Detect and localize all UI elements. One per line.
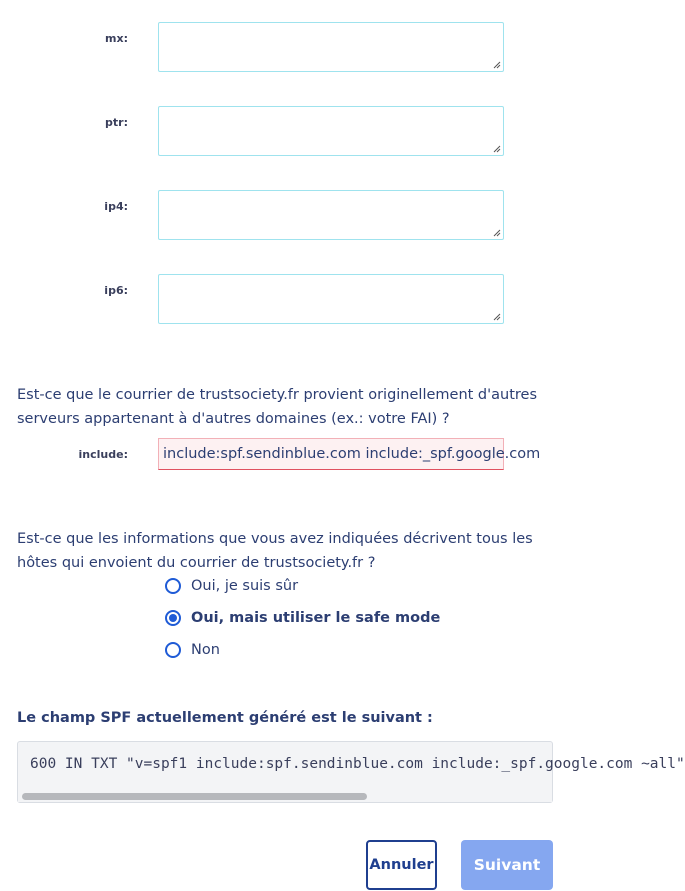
radio-option-safe-mode[interactable] xyxy=(165,607,440,629)
horizontal-scrollbar[interactable] xyxy=(18,790,552,802)
resize-grip-icon[interactable] xyxy=(493,313,501,321)
radio-label: Oui, mais utiliser le safe mode xyxy=(191,610,441,626)
radio-option-no[interactable] xyxy=(165,639,220,661)
ptr-textarea[interactable] xyxy=(158,106,504,156)
radio-label: Non xyxy=(191,642,220,658)
spf-section-title: Le champ SPF actuellement généré est le suivant : xyxy=(17,710,433,726)
scrollbar-thumb[interactable] xyxy=(22,793,367,800)
radio-option-sure[interactable] xyxy=(165,575,298,597)
field-label-include: include: xyxy=(78,448,128,461)
field-label-mx: mx: xyxy=(105,32,128,45)
cancel-button[interactable]: Annuler xyxy=(366,840,437,890)
include-input[interactable]: include:spf.sendinblue.com include:_spf.google.com xyxy=(158,438,504,470)
mx-textarea[interactable] xyxy=(158,22,504,72)
question-other-domains: Est-ce que le courrier de trustsociety.fr provient originellement d'autres serveurs appartenant à d'autres domaines (ex.: votre FAI) ? xyxy=(17,387,537,427)
radio-icon[interactable] xyxy=(165,578,181,594)
field-label-ptr: ptr: xyxy=(105,116,128,129)
ip4-textarea[interactable] xyxy=(158,190,504,240)
spf-record-text: 600 IN TXT "v=spf1 include:spf.sendinblue.com include:_spf.google.com ~all" xyxy=(30,756,685,772)
radio-checked-icon[interactable] xyxy=(165,610,181,626)
field-label-ip4: ip4: xyxy=(104,200,128,213)
field-label-ip6: ip6: xyxy=(104,284,128,297)
radio-icon[interactable] xyxy=(165,642,181,658)
resize-grip-icon[interactable] xyxy=(493,229,501,237)
ip6-textarea[interactable] xyxy=(158,274,504,324)
next-button[interactable]: Suivant xyxy=(461,840,553,890)
spf-record-box[interactable] xyxy=(17,741,685,803)
resize-grip-icon[interactable] xyxy=(493,61,501,69)
radio-label: Oui, je suis sûr xyxy=(191,578,299,594)
question-hosts: Est-ce que les informations que vous avez indiquées décrivent tous les hôtes qui envoient du courrier de trustsociety.fr ? xyxy=(17,531,533,571)
resize-grip-icon[interactable] xyxy=(493,145,501,153)
